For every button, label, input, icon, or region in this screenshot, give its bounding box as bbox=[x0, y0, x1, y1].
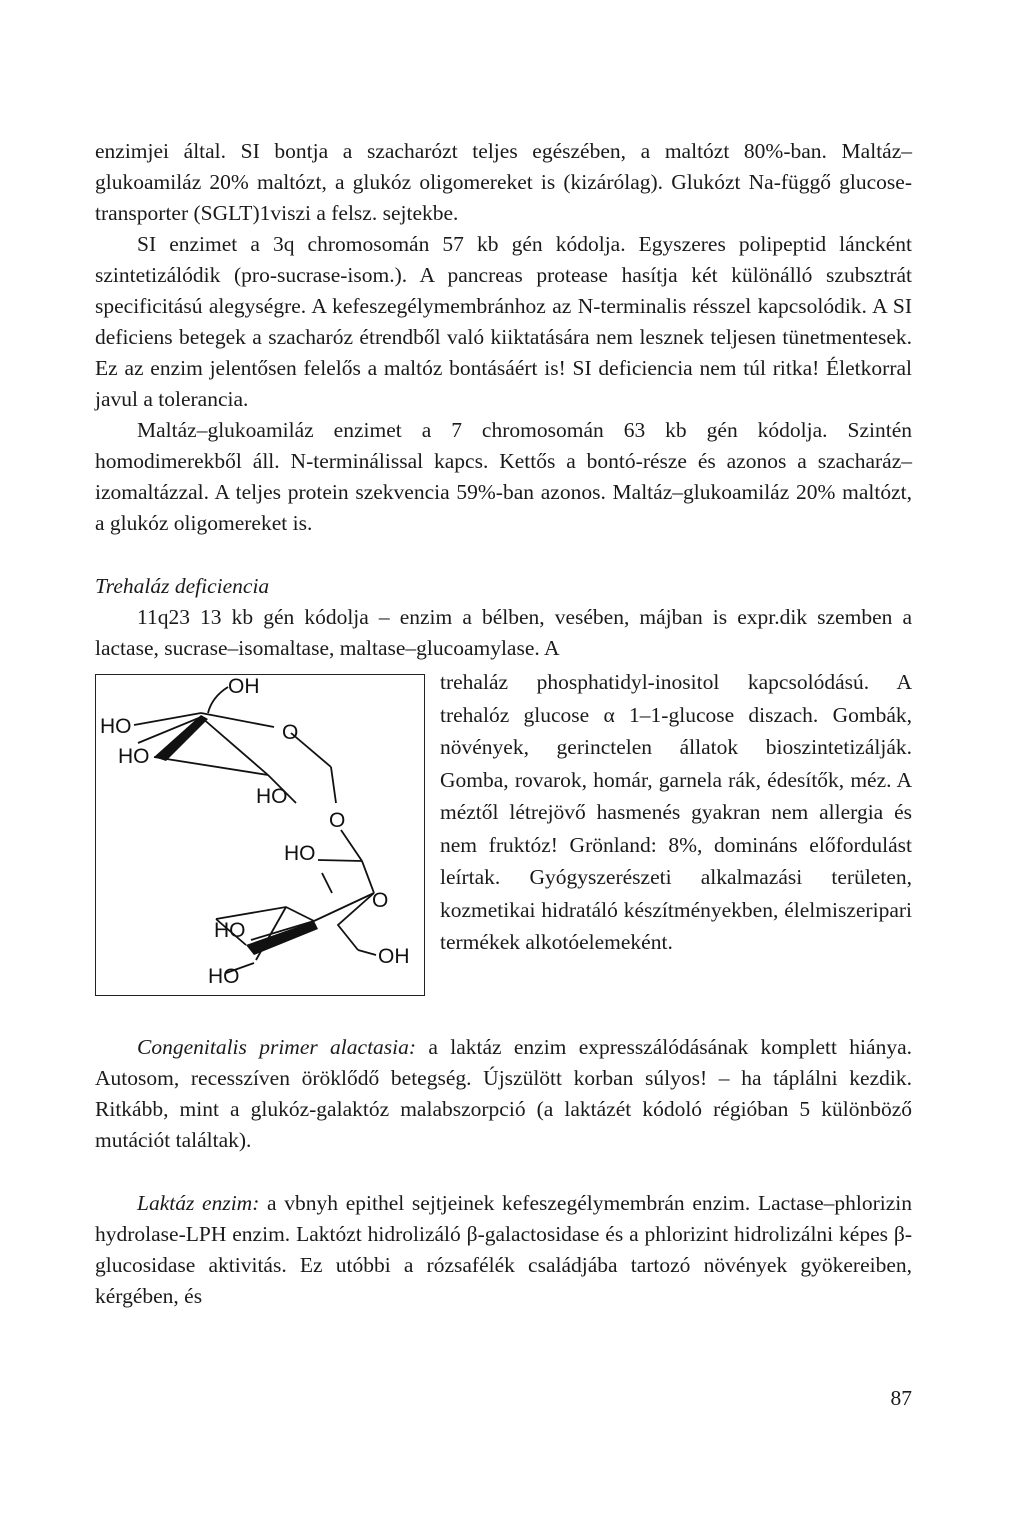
bond bbox=[331, 767, 336, 803]
paragraph-enzymes: enzimjei által. SI bontja a szacharózt teljes egészében, a maltózt 80%-ban. Maltáz–glukoamiláz 20% maltózt, a glukóz oligomereket is (kizárólag). Glukózt Na-függő glucose-transporter (SGLT)1viszi a felsz. sejtekbe. bbox=[95, 139, 912, 225]
trehalose-section bbox=[95, 666, 912, 996]
bond bbox=[208, 687, 228, 713]
label-o-ring1: O bbox=[282, 721, 299, 744]
page-number: 87 bbox=[890, 1386, 912, 1410]
paragraph-lactase-enzyme: Laktáz enzim: a vbnyh epithel sejtjeinek kefeszegélymembrán enzim. Lactase–phlorizin hydrolase-LPH enzim. Laktózt hidrolizáló β-galactosidase és a phlorizint hidrolizálni képes β-glucosidase aktivitás. Ez utóbbi a rózsafélék családjába tartozó növények gyökereiben, kérgében, és bbox=[95, 1191, 912, 1308]
bond bbox=[134, 713, 201, 725]
bond bbox=[318, 860, 362, 861]
label-ho-1: HO bbox=[100, 715, 132, 738]
paragraph-maltase-glucoamylase: Maltáz–glukoamiláz enzimet a 7 chromosomán 63 kb gén kódolja. Szintén homodimerekből áll. N-terminálissal kapcs. Kettős a bontó-része és azonos a szacharáz–izomaltázzal. A teljes protein szekvencia 59%-ban azonos. Maltáz–glukoamiláz 20% maltózt, a glukóz oligomereket is. bbox=[95, 418, 912, 535]
label-o-ring2: O bbox=[372, 889, 389, 912]
paragraph-si-enzyme: SI enzimet a 3q chromosomán 57 kb gén kódolja. Egyszeres polipeptid láncként szintetizálódik (pro-sucrase-isom.). A pancreas protease hasítja két különálló szubsztrát specificitású alegységre. A kefeszegélymembránhoz az N-terminalis résszel kapcsolódik. A SI deficiens betegek a szacharóz étrendből való kiiktatására nem lesznek teljesen tünetmentesek. Ez az enzim jelentősen felelős a maltóz bontásáért is! SI deficiencia nem túl ritka! Életkorral javul a tolerancia. bbox=[95, 232, 912, 411]
bond bbox=[314, 893, 374, 921]
term-congenital-alactasia: Congenitalis primer alactasia: bbox=[137, 1035, 417, 1059]
label-ho-2: HO bbox=[118, 745, 150, 768]
trehalose-structure bbox=[96, 675, 423, 994]
term-lactase-enzyme: Laktáz enzim: bbox=[137, 1191, 260, 1215]
bond bbox=[358, 950, 376, 955]
bond bbox=[138, 717, 268, 775]
label-oh-top: OH bbox=[228, 675, 260, 698]
label-ho-5: HO bbox=[214, 919, 246, 942]
label-oh-right: OH bbox=[378, 945, 410, 968]
label-o-bridge: O bbox=[329, 809, 346, 832]
label-ho-4: HO bbox=[284, 842, 316, 865]
bond bbox=[322, 873, 332, 893]
trehalase-side-text: trehaláz phosphatidyl-inositol kapcsolódású. A trehalóz glucose α 1–1-glucose diszach. Gombák, növények, gerinctelen állatok bioszintetizálják. Gomba, rovarok, homár, garnela rák, édesítők, méz. A méztől létrejövő hasmenés gyakran nem allergia és nem fruktóz! Grönland: 8%, domináns előfordulást leírtak. Gyógyszerészeti alkalmazási területen, kozmetikai hidratáló készítményekben, élelmiszeripari termékek alkotóelemeként. bbox=[440, 670, 912, 954]
label-ho-3: HO bbox=[256, 785, 288, 808]
bond bbox=[201, 713, 274, 727]
section-heading-trehalase: Trehaláz deficiencia bbox=[95, 574, 270, 598]
paragraph-trehalase-intro: 11q23 13 kb gén kódolja – enzim a bélben, vesében, májban is expr.dik szemben a lactase, sucrase–isomaltase, maltase–glucoamylase. A bbox=[95, 605, 912, 660]
label-ho-6: HO bbox=[208, 965, 240, 988]
wedge-bond bbox=[154, 715, 208, 761]
trehalose-structure-figure bbox=[95, 674, 425, 996]
bond bbox=[341, 830, 362, 861]
paragraph-congenital-alactasia: Congenitalis primer alactasia: a laktáz enzim expresszálódásának komplett hiánya. Autosom, recesszíven öröklődő betegség. Újszülött korban súlyos! – ha táplálni kezdik. Ritkább, mint a glukóz-galaktóz malabszorpció (a laktázét kódoló régióban 5 különböző mutációt találtak). bbox=[95, 1035, 912, 1152]
page-content bbox=[95, 136, 912, 1312]
